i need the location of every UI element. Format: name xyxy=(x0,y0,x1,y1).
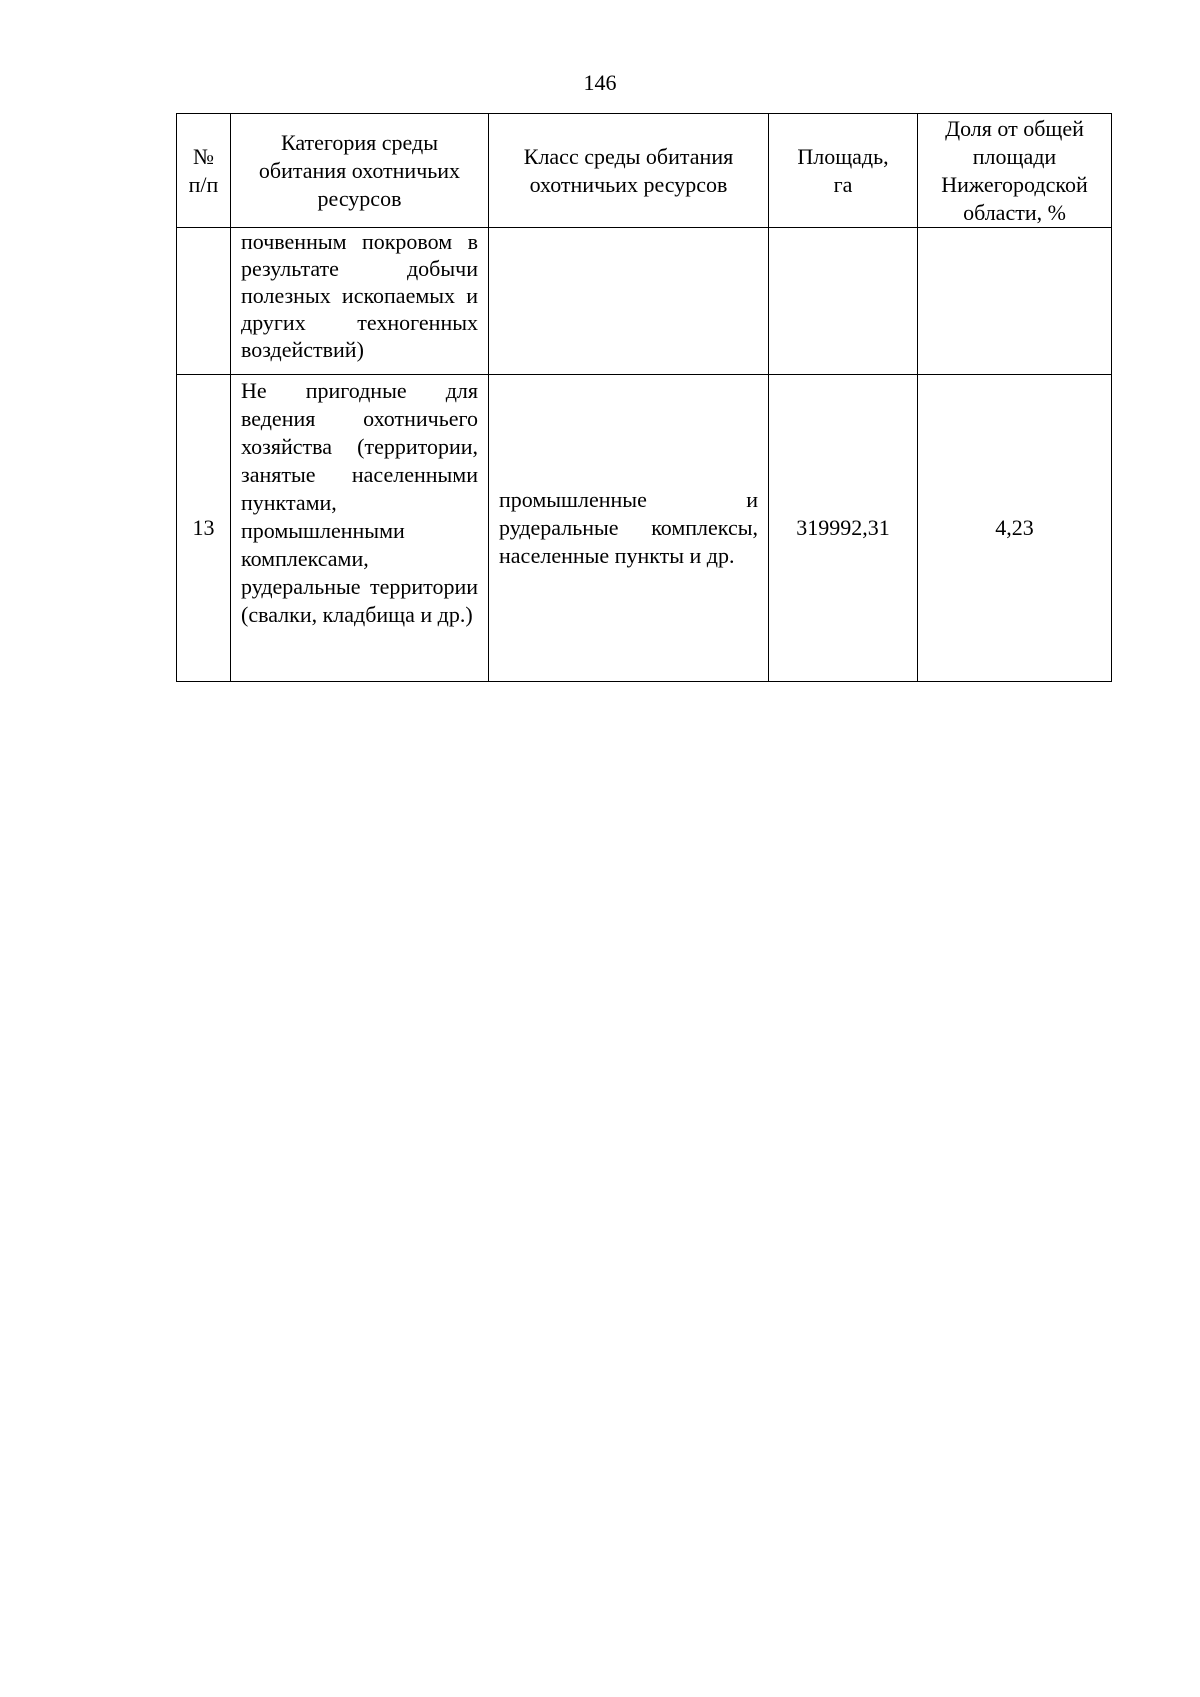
header-category-label: Категория среды обитания охотничьих ресурсов xyxy=(258,129,461,211)
row-num-cell xyxy=(177,375,231,682)
table-row xyxy=(177,228,1112,375)
header-share xyxy=(918,114,1112,228)
table-header-row xyxy=(177,114,1112,228)
row-share-cell xyxy=(918,228,1112,375)
habitat-table xyxy=(176,113,1112,682)
row-area-cell xyxy=(769,228,918,375)
header-num-label: № п/п xyxy=(188,143,219,197)
row-category-cell xyxy=(231,375,489,682)
header-area-label: Площадь, га xyxy=(797,143,889,197)
page-number: 146 xyxy=(583,70,617,95)
header-area xyxy=(769,114,918,228)
row-num: 13 xyxy=(192,515,215,540)
row-class-cell xyxy=(489,375,769,682)
row-category: почвенным покровом в результате добычи полезных ископаемых и других техногенных воздействий) xyxy=(241,229,478,362)
header-class xyxy=(489,114,769,228)
row-category: Не пригодные для ведения охотничьего хозяйства (территории, занятые населенными пунктами, промышленными комплексами, рудеральные территории (свалки, кладбища и др.) xyxy=(241,378,478,627)
row-category-cell xyxy=(231,228,489,375)
header-num xyxy=(177,114,231,228)
header-category xyxy=(231,114,489,228)
row-share-cell xyxy=(918,375,1112,682)
table-row xyxy=(177,375,1112,682)
row-share: 4,23 xyxy=(995,515,1034,540)
row-area: 319992,31 xyxy=(796,515,890,540)
row-class-cell xyxy=(489,228,769,375)
row-num-cell xyxy=(177,228,231,375)
row-area-cell xyxy=(769,375,918,682)
header-class-label: Класс среды обитания охотничьих ресурсов xyxy=(523,143,734,197)
row-class: промышленные и рудеральные комплексы, населенные пункты и др. xyxy=(499,487,758,568)
header-share-label: Доля от общей площади Нижегородской области, % xyxy=(941,115,1088,225)
